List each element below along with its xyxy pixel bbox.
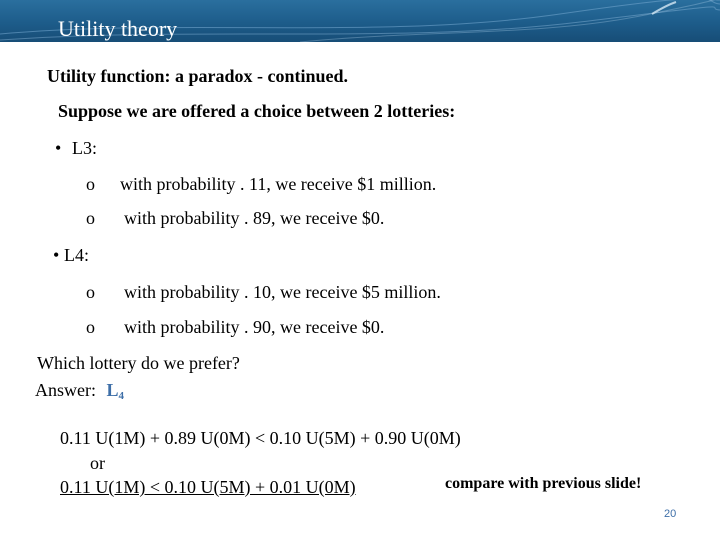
answer-value-letter: L [106, 380, 119, 400]
l3-item-2-bullet: o [86, 208, 95, 228]
answer-line [35, 379, 124, 407]
l4-bullet: • [53, 245, 60, 265]
l3-label: L3: [72, 138, 97, 158]
l3-bullet: • [55, 138, 62, 158]
l4-item-1: with probability . 10, we receive $5 million. [124, 282, 441, 302]
answer-value-subscript: 4 [118, 390, 125, 402]
slide-title: Utility theory [58, 16, 178, 41]
l4-item-1-bullet: o [86, 282, 95, 302]
slide-subtitle: Utility function: a paradox - continued. [47, 66, 349, 86]
equation-2: 0.11 U(1M) < 0.10 U(5M) + 0.01 U(0M) [60, 477, 356, 497]
l3-item-1: with probability . 11, we receive $1 million. [120, 174, 437, 194]
l3-item-2: with probability . 89, we receive $0. [124, 208, 385, 228]
l4-item-2-bullet: o [86, 317, 95, 337]
page-number: 20 [664, 508, 677, 520]
answer-value [107, 380, 125, 400]
l4-item-2: with probability . 90, we receive $0. [124, 317, 385, 337]
title-bar [0, 0, 720, 42]
l4-label: L4: [64, 245, 89, 265]
question-text: Which lottery do we prefer? [37, 353, 240, 373]
l3-item-1-bullet: o [86, 174, 95, 194]
equation-1: 0.11 U(1M) + 0.89 U(0M) < 0.10 U(5M) + 0.90 U(0M) [60, 428, 461, 448]
or-text: or [90, 453, 105, 473]
answer-label: Answer: [35, 380, 96, 400]
compare-note: compare with previous slide! [445, 475, 642, 492]
intro-text: Suppose we are offered a choice between 2 lotteries: [58, 101, 456, 121]
